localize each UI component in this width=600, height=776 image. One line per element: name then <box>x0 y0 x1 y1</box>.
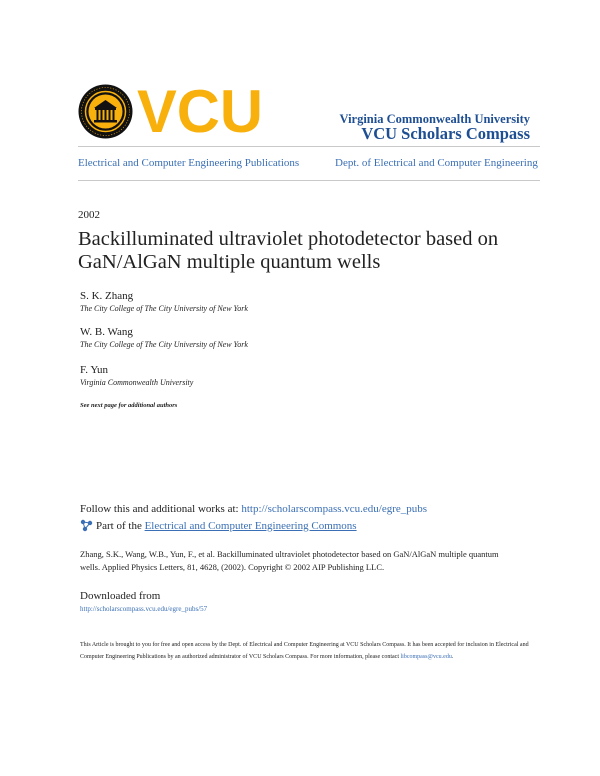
article-title: Backilluminated ultraviolet photodetector based on GaN/AlGaN multiple quantum wells <box>78 228 499 273</box>
collection-link[interactable]: Electrical and Computer Engineering Publications <box>78 157 300 169</box>
vcu-logo <box>137 80 267 140</box>
part-of-label: Part of the <box>96 519 145 532</box>
follow-label: Follow this and additional works at: <box>80 503 242 515</box>
download-link[interactable]: http://scholarscompass.vcu.edu/egre_pubs/57 <box>80 605 208 613</box>
part-of-line <box>80 519 357 532</box>
vcu-logo-text: VCU <box>137 80 263 140</box>
citation-text: Zhang, S.K., Wang, W.B., Yun, F., et al. Backilluminated ultraviolet photodetector based on GaN/AlGaN multiple quantum wells. Applied Physics Letters, 81, 4628, (2002). Copyright © 2002 AIP Publishing LLC. <box>80 549 499 572</box>
author-name: F. Yun <box>80 364 109 376</box>
repository-name[interactable]: VCU Scholars Compass <box>361 124 530 143</box>
nav-divider-top <box>78 146 540 147</box>
author-name: S. K. Zhang <box>80 290 134 302</box>
publication-year: 2002 <box>78 209 100 221</box>
vcu-seal-icon <box>78 84 133 139</box>
network-icon <box>80 519 93 532</box>
department-link[interactable]: Dept. of Electrical and Computer Engineering <box>335 157 538 169</box>
access-notice <box>80 639 530 663</box>
author-affiliation: The City College of The City University of New York <box>80 340 248 349</box>
institution-name[interactable]: Virginia Commonwealth University <box>339 112 530 126</box>
follow-line <box>80 503 427 515</box>
additional-authors-note: See next page for additional authors <box>80 402 178 409</box>
contact-email-link[interactable]: libcompass@vcu.edu <box>400 654 452 660</box>
notice-text: This Article is brought to you for free and open access by the Dept. of Electrical and Computer Engineering at VCU Scholars Compass. It has been accepted for inclusion in Electrical and Computer Engineering Publications by an authorized administrator of VCU Scholars Compass. For more information, please contact <box>80 642 529 660</box>
nav-divider-bottom <box>78 180 540 181</box>
follow-link[interactable]: http://scholarscompass.vcu.edu/egre_pubs <box>241 503 428 515</box>
notice-end: . <box>451 654 454 660</box>
downloaded-label: Downloaded from <box>80 590 161 602</box>
author-affiliation: Virginia Commonwealth University <box>80 378 194 387</box>
commons-link[interactable]: Electrical and Computer Engineering Commons <box>144 519 357 532</box>
author-affiliation: The City College of The City University of New York <box>80 304 248 313</box>
author-name: W. B. Wang <box>80 326 133 338</box>
